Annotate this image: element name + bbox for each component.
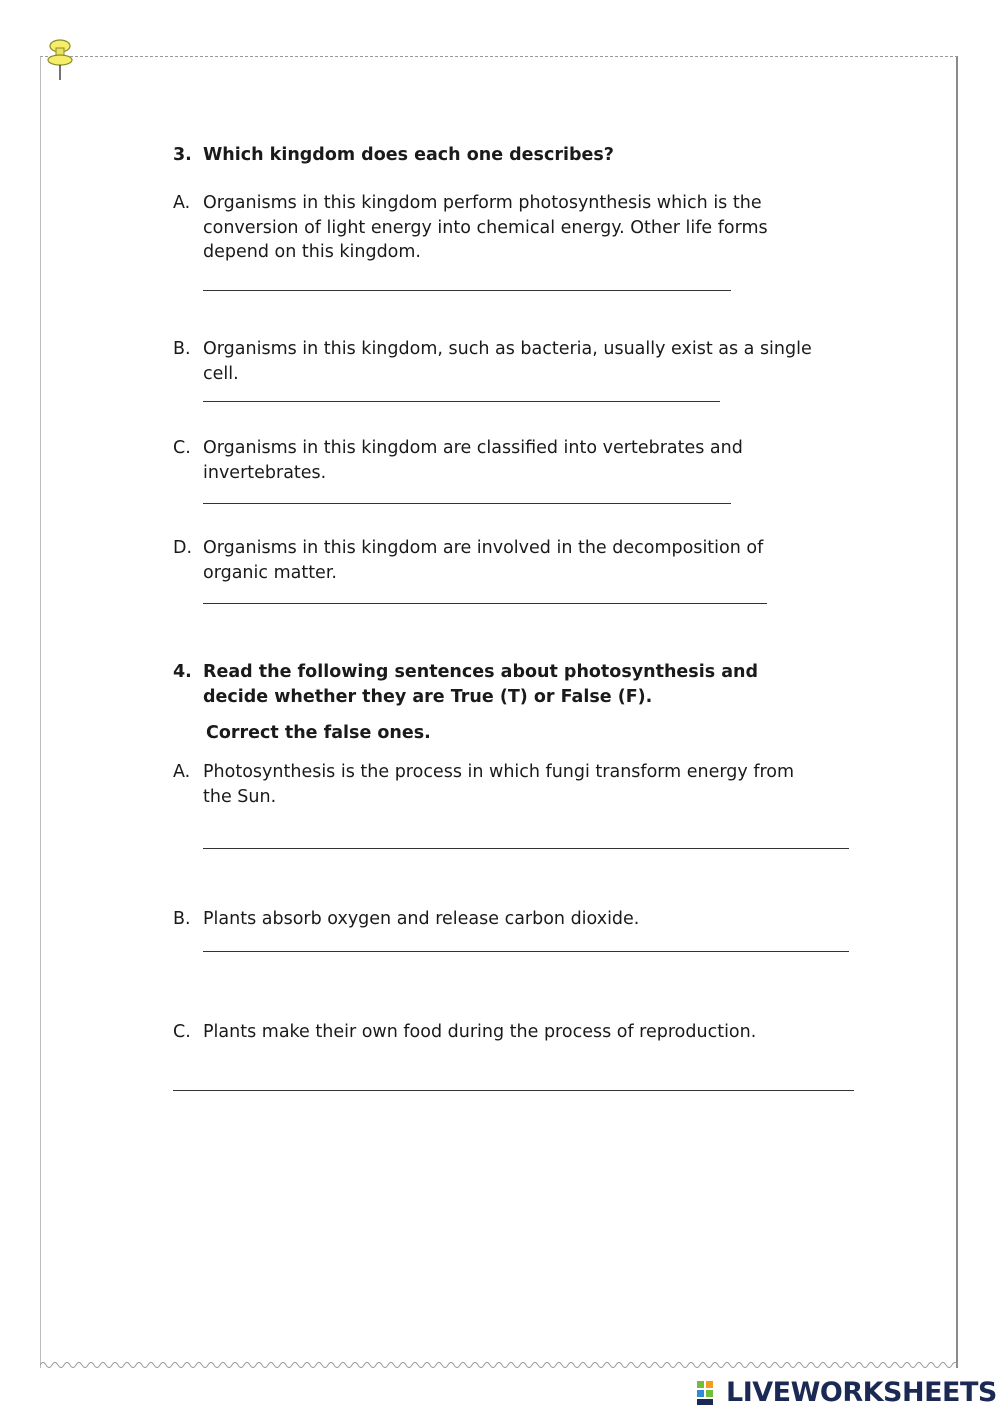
- q3-item-b-line-1: Organisms in this kingdom, such as bacteria, usually exist as a single: [203, 339, 812, 359]
- q4-item-a-answer-line[interactable]: [203, 848, 849, 849]
- q3-item-c-line-1: Organisms in this kingdom are classified into vertebrates and: [203, 438, 743, 458]
- q3-item-a-line-2: conversion of light energy into chemical energy. Other life forms: [203, 217, 768, 238]
- q3-item-a-line-3: depend on this kingdom.: [203, 242, 421, 262]
- q4-item-c-line-1: Plants make their own food during the process of reproduction.: [203, 1022, 757, 1042]
- pushpin-icon: [46, 38, 74, 82]
- q4-item-b-line-1: Plants absorb oxygen and release carbon dioxide.: [203, 909, 640, 929]
- q3-item-d-line-1: Organisms in this kingdom are involved in the decomposition of: [203, 538, 764, 558]
- question-3-number: 3.: [173, 145, 192, 165]
- q4-item-b-answer-line[interactable]: [203, 951, 849, 952]
- liveworksheets-logo[interactable]: [696, 1378, 997, 1408]
- q4-item-b-letter: B.: [173, 909, 191, 929]
- question-4-title-line-2: decide whether they are True (T) or False (F).: [203, 686, 653, 707]
- worksheet-page-frame: [40, 56, 958, 1368]
- page-bottom-edge: [40, 1360, 958, 1370]
- q3-item-a-line-1: Organisms in this kingdom perform photosynthesis which is the: [203, 193, 762, 213]
- q4-item-a-line-2: the Sun.: [203, 786, 277, 807]
- q3-item-b-answer-line[interactable]: [203, 401, 720, 402]
- q3-item-c-line-2: invertebrates.: [203, 462, 327, 483]
- q3-item-c-letter: C.: [173, 438, 191, 458]
- q3-item-a-letter: A.: [173, 193, 191, 213]
- q4-item-c-answer-line[interactable]: [173, 1090, 854, 1091]
- q3-item-b-line-2: cell.: [203, 363, 239, 384]
- q3-item-d-letter: D.: [173, 538, 193, 558]
- liveworksheets-logo-text: LIVEWORKSHEETS: [726, 1377, 997, 1408]
- q4-item-a-letter: A.: [173, 762, 191, 782]
- q3-item-a-answer-line[interactable]: [203, 290, 731, 291]
- question-4-number: 4.: [173, 662, 192, 682]
- question-3-title: Which kingdom does each one describes?: [203, 145, 614, 165]
- question-4-subtitle: Correct the false ones.: [206, 723, 431, 743]
- q3-item-b-letter: B.: [173, 339, 191, 359]
- q4-item-a-line-1: Photosynthesis is the process in which fungi transform energy from: [203, 762, 795, 782]
- q3-item-d-answer-line[interactable]: [203, 603, 767, 604]
- q4-item-c-letter: C.: [173, 1022, 191, 1042]
- q3-item-d-line-2: organic matter.: [203, 562, 337, 583]
- liveworksheets-logo-icon: [696, 1379, 724, 1407]
- q3-item-c-answer-line[interactable]: [203, 503, 731, 504]
- question-4-title-line-1: Read the following sentences about photosynthesis and: [203, 662, 759, 682]
